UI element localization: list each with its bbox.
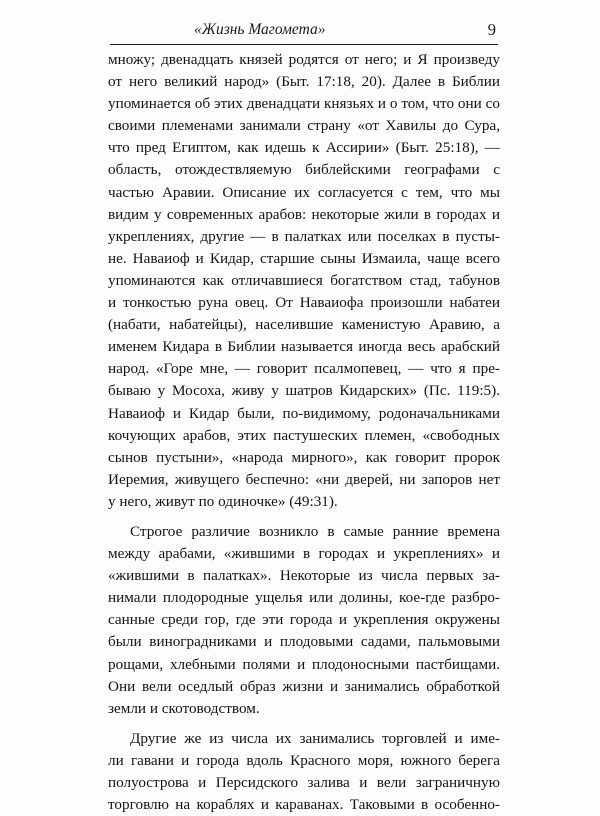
text-line: рощами, хлебными полями и плодоносными пастбищами. bbox=[108, 655, 500, 673]
page-number: 9 bbox=[487, 20, 496, 39]
text-line: Строгое различие возникло в самые ранние времена bbox=[130, 522, 500, 540]
text-line: Наваиоф и Кидар были, по-видимому, родоначальниками bbox=[108, 404, 500, 422]
running-title: «Жизнь Магомета» bbox=[194, 21, 326, 38]
text-line: множу; двенадцать князей родятся от него; и Я произведу bbox=[108, 51, 500, 68]
text-line: кочующих арабов, этих пастушеских племен, «свободных bbox=[108, 426, 500, 444]
body-text bbox=[108, 49, 500, 816]
text-line: сынов пустыни», «народа мирного», как говорит пророк bbox=[108, 448, 500, 466]
text-line: упоминаются как отличавшиеся богатством стад, табунов bbox=[108, 271, 500, 289]
text-line: что пред Египтом, как идешь к Ассирии» (Быт. 25:18), — bbox=[108, 139, 500, 157]
text-line: у него, живут по одиночке» (49:31). bbox=[108, 492, 338, 510]
paragraph-1 bbox=[108, 49, 500, 513]
text-line: Иеремия, живущего беспечно: «ни дверей, ни запоров нет bbox=[108, 470, 500, 488]
text-line: народ. «Горе мне, — говорит псалмопевец, — что я пре- bbox=[108, 360, 500, 378]
text-line: бываю у Мосоха, живу у шатров Кидарских» (Пс. 119:5). bbox=[108, 382, 500, 400]
text-line: нимали плодородные ущелья или долины, кое-где разбро- bbox=[108, 589, 500, 607]
text-line: область, отождествляемую библейскими географами с bbox=[108, 161, 500, 179]
text-line: были виноградниками и плодовыми садами, пальмовыми bbox=[108, 633, 500, 651]
text-line: именем Кидара в Библии называется иногда весь арабский bbox=[108, 338, 500, 356]
running-head bbox=[110, 18, 498, 45]
text-line: между арабами, «жившими в городах и укреплениях» и bbox=[108, 545, 500, 563]
text-line: своими племенами занимали страну «от Хавилы до Сура, bbox=[108, 117, 500, 135]
text-line: Они вели оседлый образ жизни и занимались обработкой bbox=[108, 677, 500, 695]
text-line: частью Аравии. Описание их согласуется с тем, что мы bbox=[108, 183, 500, 201]
paragraph-3 bbox=[108, 728, 500, 816]
text-line: укреплениях, другие — в палатках или поселках в пусты- bbox=[108, 227, 500, 245]
paragraph-2 bbox=[108, 521, 500, 720]
text-line: санные среди гор, где эти города и укрепления окружены bbox=[108, 611, 500, 629]
text-line: земли и скотоводством. bbox=[108, 699, 260, 717]
text-line: (набати, набатейцы), населившие каменистую Аравию, а bbox=[108, 316, 500, 334]
text-line: торговлю на кораблях и караванах. Таковыми в особенно- bbox=[108, 796, 500, 814]
text-line: «жившими в палатках». Некоторые из числа первых за- bbox=[108, 567, 500, 585]
text-line: не. Наваиоф и Кидар, старшие сыны Измаила, чаще всего bbox=[108, 249, 500, 267]
text-line: ли гавани и города вдоль Красного моря, южного берега bbox=[108, 751, 500, 769]
text-line: видим у современных арабов: некоторые жили в городах и bbox=[108, 205, 500, 223]
text-line: от него великий народ» (Быт. 17:18, 20). Далее в Библии bbox=[108, 73, 500, 91]
text-line: Другие же из числа их занимались торговлей и име- bbox=[130, 729, 500, 747]
text-line: полуострова и Персидского залива и вели заграничную bbox=[108, 774, 500, 791]
text-line: упоминается об этих двенадцати князьях и о том, что они со bbox=[108, 95, 500, 113]
text-line: и тонкостью руна овец. От Наваиофа произошли набатеи bbox=[108, 294, 500, 312]
